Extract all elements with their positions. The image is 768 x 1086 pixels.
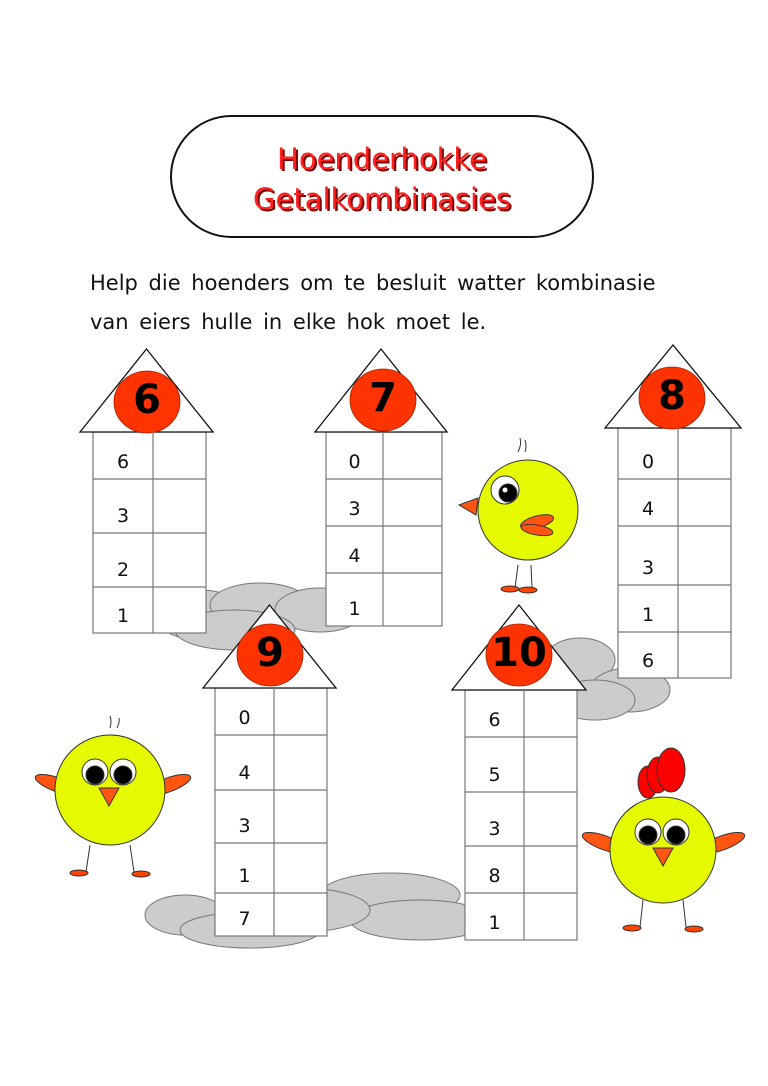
answer-cell[interactable] [274,843,327,893]
instructions-line-2: van eiers hulle in elke hok moet le. [90,310,487,334]
given-number-cell: 0 [348,451,361,473]
answer-cell[interactable] [678,479,731,526]
chick-front-icon [33,716,193,877]
answer-cell[interactable] [153,432,206,479]
answer-cell[interactable] [678,632,731,678]
answer-cell[interactable] [153,479,206,533]
answer-cell[interactable] [274,893,327,936]
title-line-1: Hoenderhokke [277,142,487,176]
given-number-cell: 4 [641,498,655,520]
chick-rooster-icon [580,748,747,932]
house-number: 10 [491,630,547,676]
answer-cell[interactable] [383,573,442,626]
answer-cell[interactable] [274,790,327,843]
title-line-2: Getalkombinasies [253,182,511,216]
house-number: 7 [369,375,397,421]
answer-cell[interactable] [274,688,327,735]
answer-cell[interactable] [524,737,577,792]
given-number-cell: 1 [116,605,130,627]
given-number-cell: 4 [238,762,251,784]
answer-cell[interactable] [274,735,327,790]
answer-cell[interactable] [383,479,442,526]
house-number: 6 [133,377,161,423]
given-number-cell: 1 [488,912,501,934]
given-number-cell: 6 [488,709,501,731]
answer-cell[interactable] [524,690,577,737]
chick-side-icon [459,438,578,593]
given-number-cell: 6 [641,650,655,672]
given-number-cell: 4 [348,545,361,567]
house-number: 8 [658,373,686,419]
given-number-cell: 8 [488,865,501,887]
given-number-cell: 7 [238,908,251,930]
given-number-cell: 3 [348,498,361,520]
answer-cell[interactable] [678,428,731,479]
answer-cell[interactable] [383,526,442,573]
given-number-cell: 1 [348,598,361,620]
given-number-cell: 2 [116,559,130,581]
answer-cell[interactable] [153,587,206,633]
answer-cell[interactable] [153,533,206,587]
given-number-cell: 3 [641,557,655,579]
given-number-cell: 0 [641,451,655,473]
answer-cell[interactable] [678,526,731,585]
answer-cell[interactable] [524,893,577,940]
given-number-cell: 1 [238,865,251,887]
answer-cell[interactable] [383,432,442,479]
given-number-cell: 3 [116,505,130,527]
answer-cell[interactable] [524,792,577,846]
answer-cell[interactable] [524,846,577,893]
house-number: 9 [256,630,284,676]
answer-cell[interactable] [678,585,731,632]
given-number-cell: 5 [488,764,501,786]
given-number-cell: 1 [641,604,655,626]
given-number-cell: 0 [238,707,251,729]
given-number-cell: 6 [116,451,130,473]
instructions-line-1: Help die hoenders om te besluit watter kombinasie [90,271,656,295]
given-number-cell: 3 [488,818,501,840]
given-number-cell: 3 [238,815,251,837]
